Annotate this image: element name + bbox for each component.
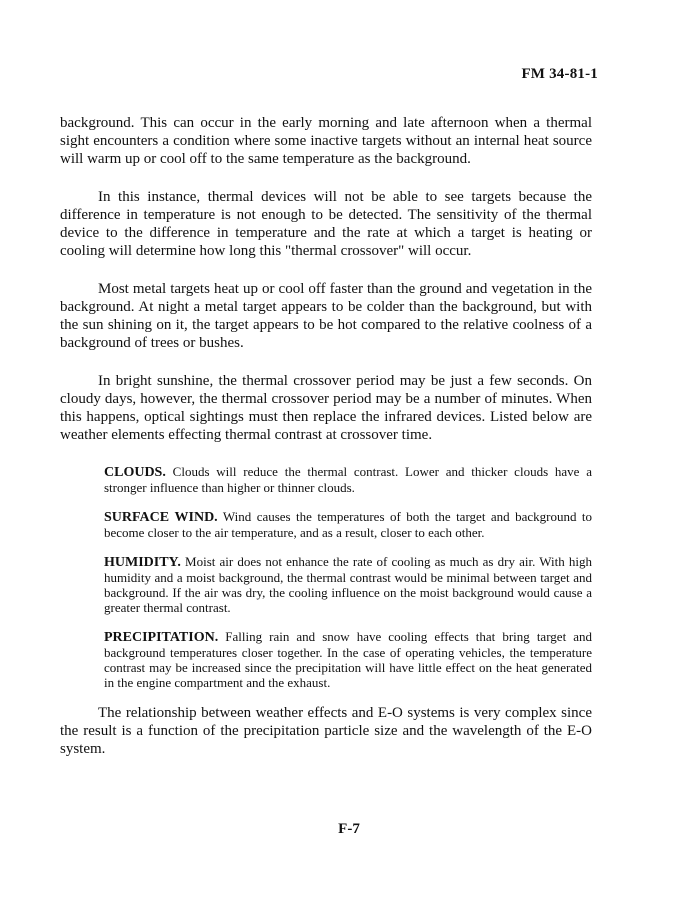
paragraph-closing: The relationship between weather effects and E-O systems is very complex since the result is a function of the precipitation particle size and the wavelength of the E-O system. xyxy=(60,705,592,757)
weather-element-clouds xyxy=(104,464,592,495)
term-precipitation: PRECIPITATION. xyxy=(104,630,219,645)
page-body xyxy=(60,114,592,778)
page-number: F-7 xyxy=(338,821,360,837)
paragraph-thermal-crossover: In this instance, thermal devices will not be able to see targets because the difference in temperature is not enough to be detected. The sensitivity of the thermal device to the difference in temperature and the rate at which a target is heating or cooling will determine how long this "thermal crossover" will occur. xyxy=(60,189,592,259)
paragraph-background: background. This can occur in the early morning and late afternoon when a thermal sight encounters a condition where some inactive targets without an internal heat source will warm up or cool off to the same temperature as the background. xyxy=(60,115,592,167)
weather-element-surface-wind xyxy=(104,509,592,540)
desc-humidity: Moist air does not enhance the rate of cooling as much as dry air. With high humidity and a moist background, the thermal contrast would be minimal between target and background. If the air was dry, the cooling influence on the moist background would cause a greater thermal contrast. xyxy=(104,554,592,615)
term-surface-wind: SURFACE WIND. xyxy=(104,510,218,525)
desc-clouds: Clouds will reduce the thermal contrast. Lower and thicker clouds have a stronger influence than higher or thinner clouds. xyxy=(104,464,592,495)
weather-element-humidity xyxy=(104,554,592,615)
term-humidity: HUMIDITY. xyxy=(104,555,181,570)
paragraph-sunshine: In bright sunshine, the thermal crossover period may be just a few seconds. On cloudy days, however, the thermal crossover period may be a number of minutes. When this happens, optical sightings must then replace the infrared devices. Listed below are weather elements effecting thermal contrast at crossover time. xyxy=(60,373,592,443)
term-clouds: CLOUDS. xyxy=(104,465,166,480)
desc-precipitation: Falling rain and snow have cooling effects that bring target and background temperatures closer together. In the case of operating vehicles, the temperature contrast may be increased since the precipitation will have little effect on the heat generated in the engine compartment and the exhaust. xyxy=(104,629,592,690)
desc-surface-wind: Wind causes the temperatures of both the target and background to become closer to the air temperature, and as a result, closer to each other. xyxy=(104,509,592,540)
document-id: FM 34-81-1 xyxy=(521,66,598,82)
weather-element-precipitation xyxy=(104,629,592,690)
paragraph-metal-targets: Most metal targets heat up or cool off faster than the ground and vegetation in the background. At night a metal target appears to be colder than the background, but with the sun shining on it, the target appears to be hot compared to the relative coolness of a background of trees or bushes. xyxy=(60,281,592,351)
